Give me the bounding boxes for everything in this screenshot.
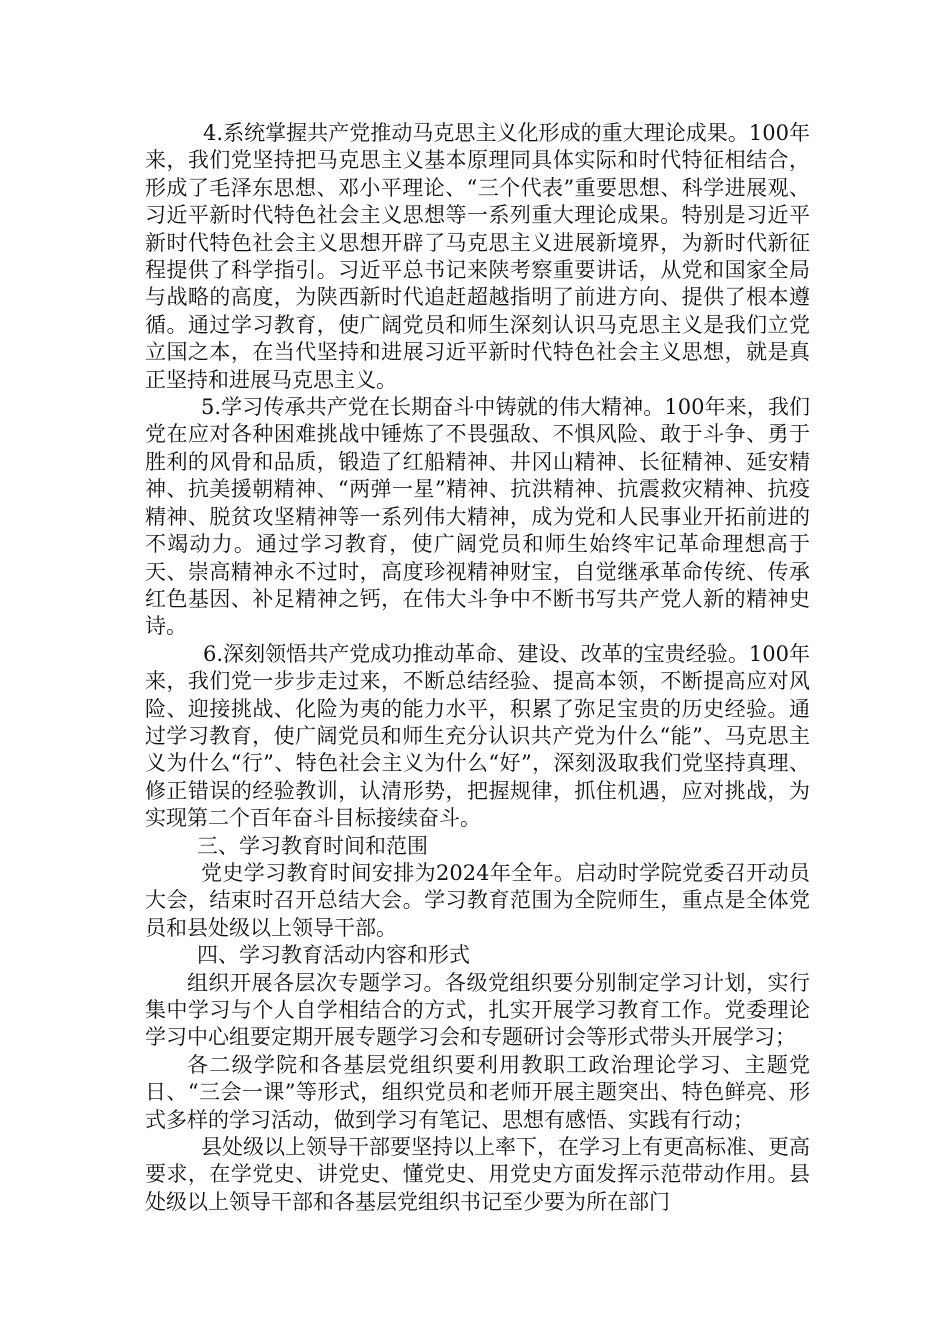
paragraph-special-study: 组织开展各层次专题学习。各级党组织要分别制定学习计划，实行集中学习与个人自学相结合的方式，扎实开展学习教育工作。党委理论学习中心组要定期开展专题学习会和专题研讨会等形式带头开展学习； — [145, 970, 810, 1050]
paragraph-secondary-colleges: 各二级学院和各基层党组织要利用教职工政治理论学习、主题党日、“三会一课”等形式，组织党员和老师开展主题突出、特色鲜亮、形式多样的学习活动，做到学习有笔记、思想有感悟、实践有行动； — [145, 1052, 810, 1132]
document-body — [145, 120, 810, 1216]
paragraph-time-scope: 党史学习教育时间安排为2024年全年。启动时学院党委召开动员大会，结束时召开总结大会。学习教育范围为全院师生，重点是全体党员和县处级以上领导干部。 — [145, 860, 810, 940]
paragraph-6-valuable-experience: 6.深刻领悟共产党成功推动革命、建设、改革的宝贵经验。100年来，我们党一步步走过来，不断总结经验、提高本领，不断提高应对风险、迎接挑战、化险为夷的能力水平，积累了弥足宝贵的历史经验。通过学习教育，使广阔党员和师生充分认识共产党为什么“能”、马克思主义为什么“行”、特色社会主义为什么“好”，深刻汲取我们党坚持真理、修正错误的经验教训，认清形势，把握规律，抓住机遇，应对挑战，为实现第二个百年奋斗目标接续奋斗。 — [145, 641, 810, 831]
paragraph-4-theory-achievements: 4.系统掌握共产党推动马克思主义化形成的重大理论成果。100年来，我们党坚持把马克思主义基本原理同具体实际和时代特征相结合，形成了毛泽东思想、邓小平理论、“三个代表”重要思想、科学进展观、习近平新时代特色社会主义思想等一系列重大理论成果。特别是习近平新时代特色社会主义思想开辟了马克思主义进展新境界，为新时代新征程提供了科学指引。习近平总书记来陕考察重要讲话，从党和国家全局与战略的高度，为陕西新时代追赶超越指明了前进方向、提供了根本遵循。通过学习教育，使广阔党员和师生深刻认识马克思主义是我们立党立国之本，在当代坚持和进展习近平新时代特色社会主义思想，就是真正坚持和进展马克思主义。 — [145, 121, 810, 392]
paragraph-5-great-spirit: 5.学习传承共产党在长期奋斗中铸就的伟大精神。100年来，我们党在应对各种困难挑战中锤炼了不畏强敌、不惧风险、敢于斗争、勇于胜利的风骨和品质，锻造了红船精神、井冈山精神、长征精神、延安精神、抗美援朝精神、“两弹一星”精神、抗洪精神、抗震救灾精神、抗疫精神、脱贫攻坚精神等一系列伟大精神，成为党和人民事业开拓前进的不竭动力。通过学习教育，使广阔党员和师生始终牢记革命理想高于天、崇高精神永不过时，高度珍视精神财宝，自觉继承革命传统、传承红色基因、补足精神之钙，在伟大斗争中不断书写共产党人新的精神史诗。 — [145, 395, 810, 639]
section-heading-time-scope: 三、学习教育时间和范围 — [197, 833, 428, 858]
paragraph-leading-cadres: 县处级以上领导干部要坚持以上率下，在学习上有更高标准、更高要求，在学党史、讲党史、懂党史、用党史方面发挥示范带动作用。县处级以上领导干部和各基层党组织书记至少要为所在部门 — [145, 1135, 810, 1214]
section-heading-content-form: 四、学习教育活动内容和形式 — [197, 943, 470, 968]
